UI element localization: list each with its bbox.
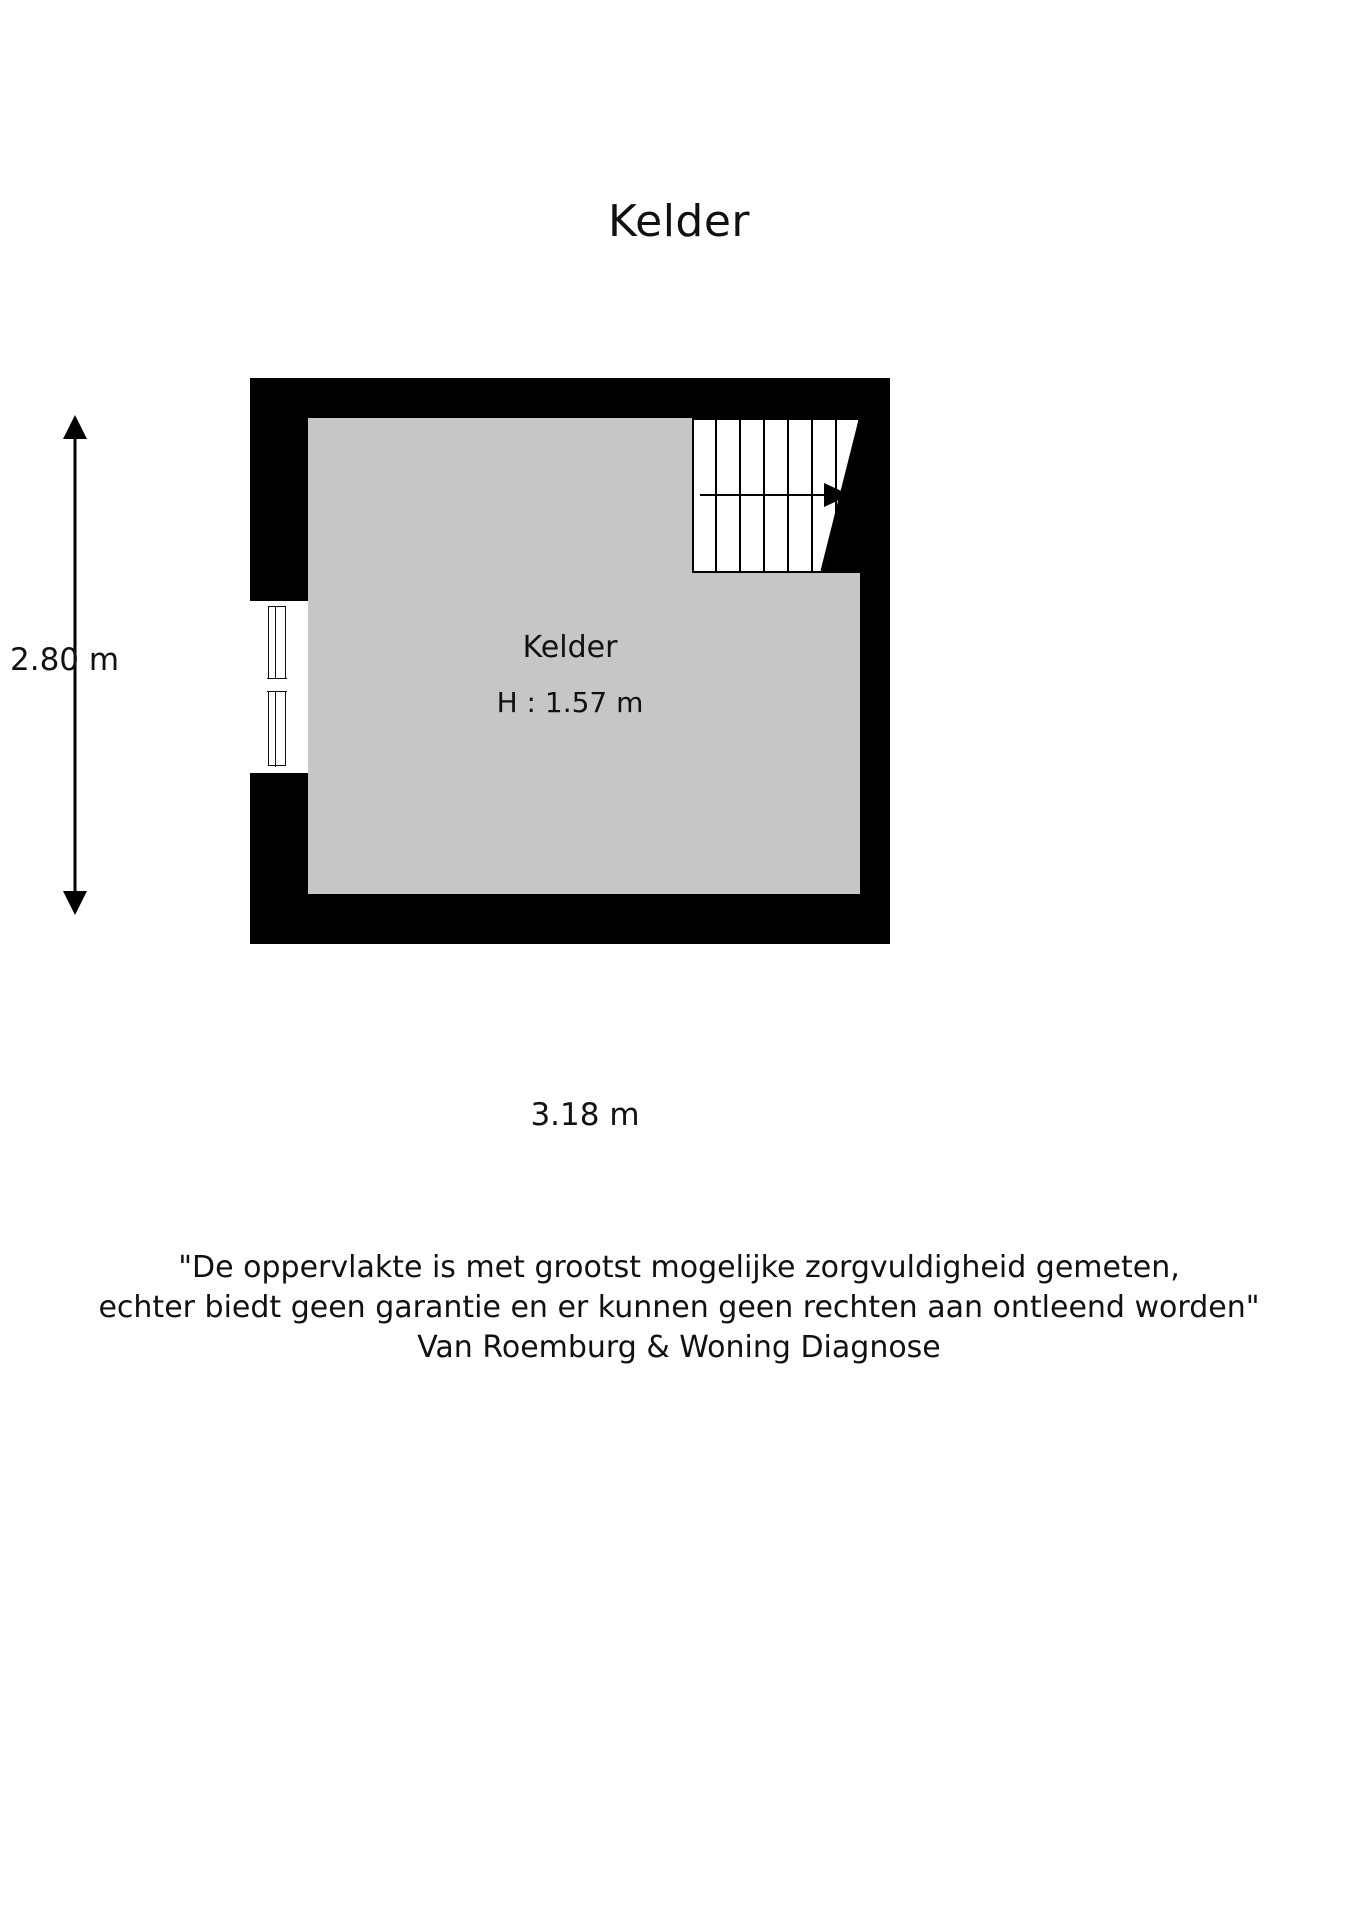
dimension-horizontal-label: 3.18 m [295,1097,875,1133]
disclaimer [0,1248,1358,1368]
staircase-icon [692,418,860,573]
floor-plan [250,378,890,944]
disclaimer-line-3: Van Roemburg & Woning Diagnose [417,1330,941,1365]
room-name-label: Kelder [522,630,618,665]
dimension-vertical-label: 2.80 m [10,642,120,678]
room-height-label: H : 1.57 m [496,686,644,719]
page-title: Kelder [607,196,751,247]
disclaimer-line-1: "De oppervlakte is met grootst mogelijke zorgvuldigheid gemeten, [178,1250,1180,1285]
disclaimer-line-2: echter biedt geen garantie en er kunnen geen rechten aan ontleend worden" [98,1290,1260,1325]
